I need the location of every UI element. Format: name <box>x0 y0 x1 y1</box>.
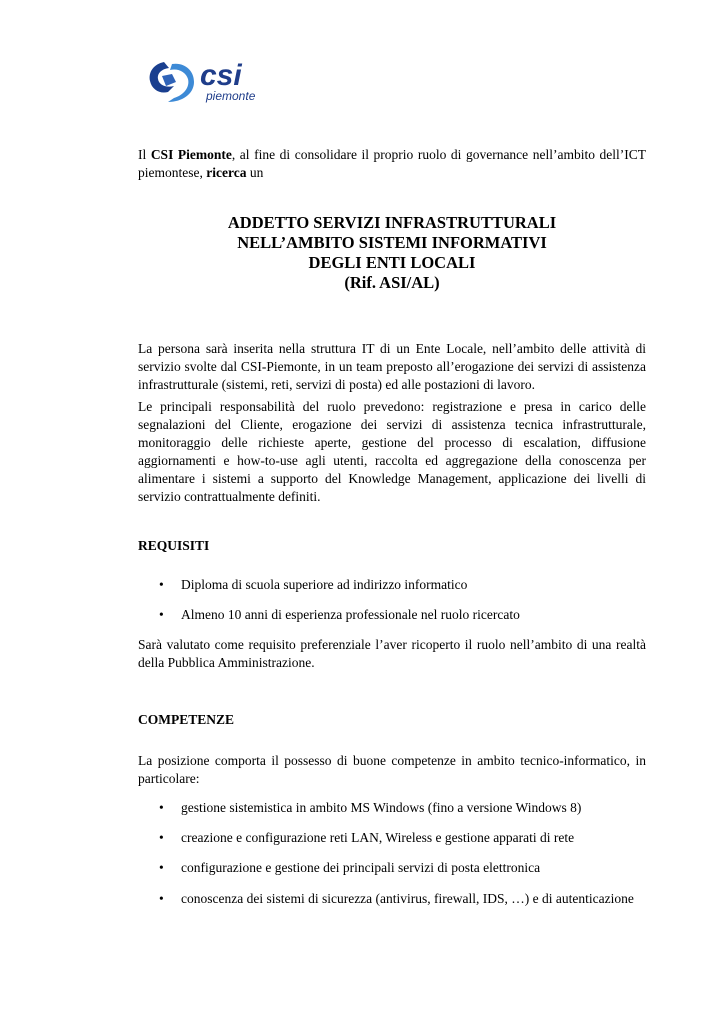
competenze-list-2 <box>138 829 646 847</box>
competenze-list-4 <box>138 890 646 908</box>
title-line-1: ADDETTO SERVIZI INFRASTRUTTURALI <box>227 213 557 232</box>
bullet-icon: • <box>159 860 164 875</box>
title-line-2: NELL’AMBITO SISTEMI INFORMATIVI <box>237 233 547 252</box>
csi-piemonte-logo <box>146 54 266 106</box>
bullet-icon: • <box>159 577 164 592</box>
competenze-list-1 <box>138 799 646 817</box>
description-paragraph-2: Le principali responsabilità del ruolo prevedono: registrazione e presa in carico delle segnalazioni del Cliente, erogazione dei servizi di assistenza tecnica infrastrutturale, monitoraggio delle richieste aperte, gestione del processo di escalation, diffusione aggiornamenti e how-to-use agli utenti, raccolta ed aggregazione della conoscenza per alimentare i sistemi a supporto del Knowledge Management, applicazione dei livelli di servizio contrattualmente definiti. <box>138 399 646 504</box>
title-line-3: DEGLI ENTI LOCALI <box>308 253 476 272</box>
competenze-heading: COMPETENZE <box>138 712 235 727</box>
list-item: • gestione sistemistica in ambito MS Windows (fino a versione Windows 8) <box>159 800 582 815</box>
list-item: • Diploma di scuola superiore ad indirizzo informatico <box>159 577 468 592</box>
list-item: • Almeno 10 anni di esperienza professionale nel ruolo ricercato <box>159 607 520 622</box>
bullet-icon: • <box>159 607 164 622</box>
org-name: CSI Piemonte <box>150 147 232 162</box>
svg-text:piemonte: piemonte <box>206 89 256 103</box>
bullet-icon: • <box>159 891 164 906</box>
title-reference: (Rif. ASI/AL) <box>344 273 440 292</box>
bullet-icon: • <box>159 830 164 845</box>
action-word: ricerca <box>206 165 247 180</box>
intro-paragraph: Il CSI Piemonte, al fine di consolidare il proprio ruolo di governance nell’ambito dell’ICT piemontese, ricerca un <box>138 147 647 180</box>
description-paragraph-1: La persona sarà inserita nella struttura IT di un Ente Locale, nell’ambito delle attività di servizio svolte dal CSI-Piemonte, in un team preposto all’erogazione dei servizi di assistenza infrastrutturale (sistemi, reti, servizi di posta) ed alle postazioni di lavoro. <box>138 341 646 392</box>
csi-logo-mark-icon <box>146 54 266 106</box>
requisiti-list-2 <box>138 606 646 624</box>
requisiti-heading: REQUISITI <box>138 538 210 553</box>
requisiti-note: Sarà valutato come requisito preferenziale l’aver ricoperto il ruolo nell’ambito di una realtà della Pubblica Amministrazione. <box>138 637 646 670</box>
competenze-list-3 <box>138 859 646 877</box>
list-item: • creazione e configurazione reti LAN, Wireless e gestione apparati di rete <box>159 830 575 845</box>
list-item: • configurazione e gestione dei principali servizi di posta elettronica <box>159 860 541 875</box>
job-title <box>138 213 646 293</box>
svg-text:csi: csi <box>200 59 242 92</box>
list-item: • conoscenza dei sistemi di sicurezza (antivirus, firewall, IDS, …) e di autenticazione <box>159 891 634 906</box>
competenze-intro: La posizione comporta il possesso di buone competenze in ambito tecnico-informatico, in particolare: <box>138 753 646 786</box>
bullet-icon: • <box>159 800 164 815</box>
requisiti-list <box>138 576 646 594</box>
